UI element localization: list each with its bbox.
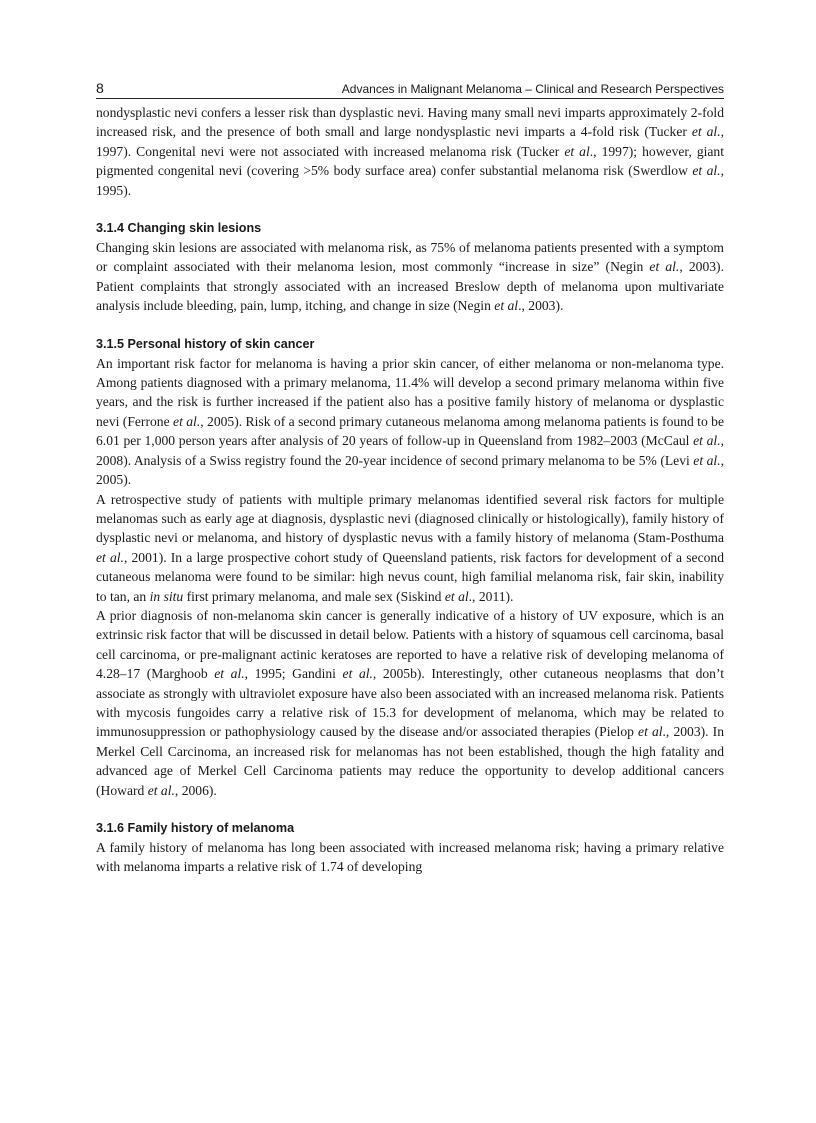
italic-text: et al. xyxy=(342,666,373,682)
text-segment: nondysplastic nevi confers a lesser risk than dysplastic nevi. Having many small nevi imparts approximately 2-fold increased risk, and the presence of both small and large nondysplastic nevi imparts a 4-fold risk (Tucker xyxy=(96,105,724,140)
italic-text: et al xyxy=(494,298,519,314)
italic-text: et al. xyxy=(693,433,721,449)
text-segment: , 2005). Risk of a second primary cutaneous melanoma among melanoma patients is found to be 6.01 per 1,000 person years after analysis of 20 years of follow-up in Queensland from 1982–2003 (McCaul xyxy=(96,413,724,449)
text-segment: , 1995). xyxy=(96,163,724,198)
body-content xyxy=(96,103,724,877)
italic-text: in situ xyxy=(149,588,184,604)
paragraph xyxy=(96,490,724,606)
text-segment: A prior diagnosis of non-melanoma skin cancer is generally indicative of a history of UV exposure, which is an extrinsic risk factor that will be discussed in detail below. Patients with a history of squamous cell carcinoma, basal cell carcinoma, or pre-malignant actinic keratoses are reported to have a relative risk of developing melanoma of 4.28–17 (Marghoob xyxy=(96,607,724,682)
text-segment: , 2008). Analysis of a Swiss registry found the 20-year incidence of second primary melanoma to be 5% (Levi xyxy=(96,433,724,468)
section-heading: 3.1.6 Family history of melanoma xyxy=(96,821,295,835)
section-heading: 3.1.4 Changing skin lesions xyxy=(96,221,262,236)
italic-text: et al. xyxy=(173,413,201,429)
italic-text: et al xyxy=(638,724,663,740)
text-segment: An important risk factor for melanoma is having a prior skin cancer, of either melanoma or non-melanoma type. Among patients diagnosed with a primary melanoma, 11.4% will develop a second primary melanoma within five years, and the risk is further increased if the patient also has a positive family history of melanoma or dysplastic nevi (Ferrone xyxy=(96,355,724,429)
text-segment: ., 1997); however, giant pigmented congenital nevi (covering >5% body surface area) confer substantial melanoma risk (Swerdlow xyxy=(96,143,724,179)
paragraph xyxy=(96,838,724,877)
text-segment: ., 2003). xyxy=(518,298,564,314)
text-segment: Changing skin lesions are associated with melanoma risk, as 75% of melanoma patients presented with a symptom or complaint associated with their melanoma lesion, most commonly “increase in size” (Negin xyxy=(96,240,724,275)
running-title: Advances in Malignant Melanoma – Clinical and Research Perspectives xyxy=(341,82,724,96)
text-segment: , 2001). In a large prospective cohort study of Queensland patients, risk factors for development of a second cutaneous melanoma were found to be similar: high nevus count, high familial melanoma risk, fair skin, inability to tan, an xyxy=(96,549,724,604)
section-heading: 3.1.5 Personal history of skin cancer xyxy=(96,336,315,351)
italic-text: et al xyxy=(564,143,590,159)
italic-text: et al. xyxy=(214,666,245,682)
paragraph xyxy=(96,238,724,316)
italic-text: et al xyxy=(444,588,469,604)
text-segment: ., 2003). In Merkel Cell Carcinoma, an increased risk for melanomas has not been established, though the high fatality and advanced age of Merkel Cell Carcinoma patients may reduce the opportunity to develop additional cancers (Howard xyxy=(96,724,724,798)
page-number: 8 xyxy=(96,80,104,96)
italic-text: et al. xyxy=(691,124,721,140)
document-page xyxy=(96,78,724,877)
text-segment: A family history of melanoma has long been associated with increased melanoma risk; having a primary relative with melanoma imparts a relative risk of 1.74 of developing xyxy=(96,840,724,875)
paragraph xyxy=(96,606,724,800)
italic-text: et al. xyxy=(693,452,721,468)
text-segment: , 2003). Patient complaints that strongly associated with an increased Breslow depth of melanoma upon multivariate analysis include bleeding, pain, lump, itching, and change in size (Negin xyxy=(96,259,724,314)
text-segment: first primary melanoma, and male sex (Siskind xyxy=(183,588,445,604)
text-segment: , 2005). xyxy=(96,452,724,488)
text-segment: , 1995; Gandini xyxy=(244,666,343,682)
page-header xyxy=(96,78,724,99)
text-segment: A retrospective study of patients with multiple primary melanomas identified several risk factors for multiple melanomas such as early age at diagnosis, dysplastic nevi (diagnosed clinically or histologically), family history of dysplastic nevi or melanoma, and history of dysplastic nevus with a family history of melanoma (Stam-Posthuma xyxy=(96,491,724,546)
paragraph xyxy=(96,354,724,490)
text-segment: , 1997). Congenital nevi were not associated with increased melanoma risk (Tucker xyxy=(96,124,724,159)
italic-text: et al. xyxy=(692,163,721,179)
italic-text: et al. xyxy=(649,259,680,275)
text-segment: ., 2011). xyxy=(468,588,514,604)
italic-text: et al. xyxy=(147,782,175,798)
paragraph xyxy=(96,103,724,200)
text-segment: , 2005b). Interestingly, other cutaneous neoplasms that don’t associate as strongly with ultraviolet exposure have also been associated with an increased melanoma risk. Patients with mycosis fungoides carry a relative risk of 15.3 for development of melanoma, which may be related to immunosuppression or pathophysiology caused by the disease and/or associated therapies (Pielop xyxy=(96,666,725,740)
text-segment: , 2006). xyxy=(174,782,217,798)
italic-text: et al. xyxy=(96,549,124,565)
